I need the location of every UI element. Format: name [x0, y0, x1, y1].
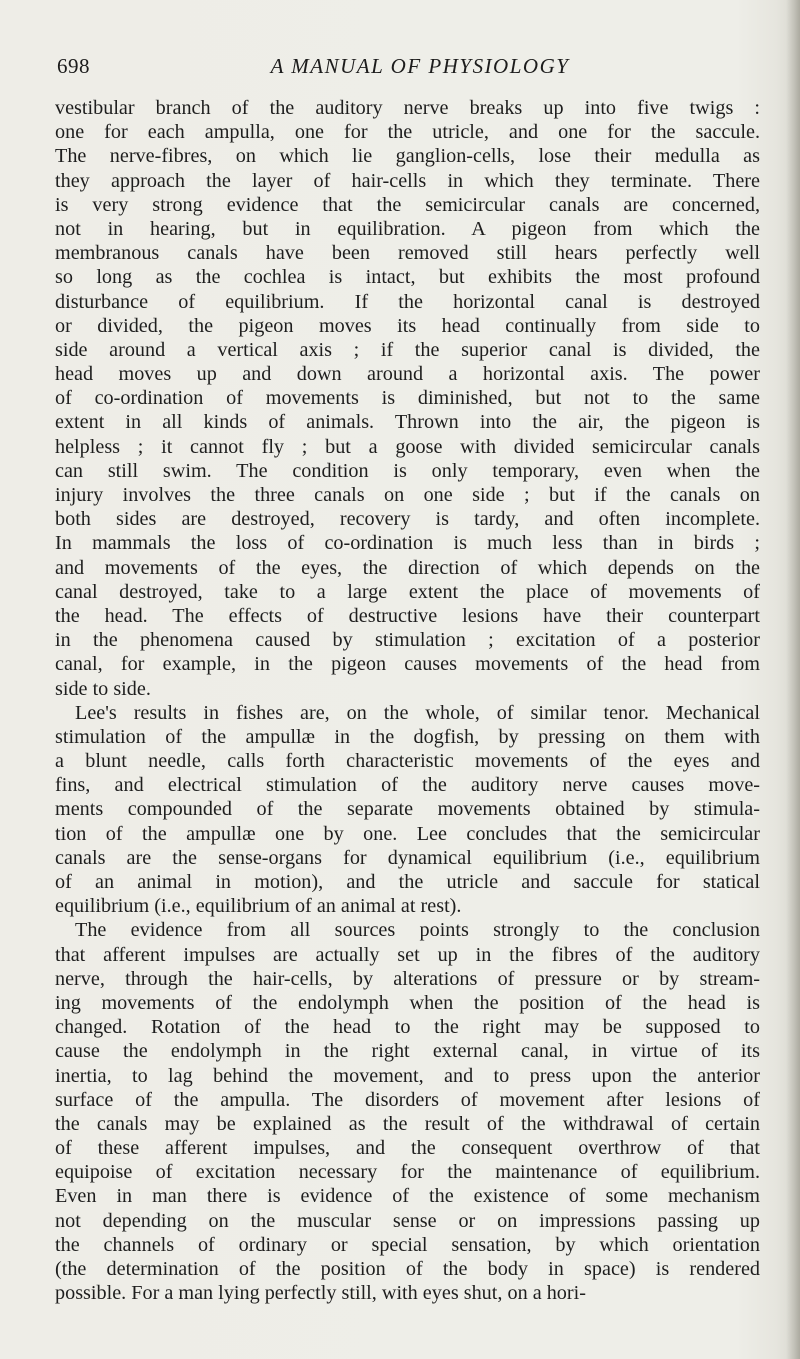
text-line: stimulation of the ampullæ in the dogfish, by pressing on them with	[55, 725, 760, 748]
running-head: A MANUAL OF PHYSIOLOGY	[270, 54, 570, 78]
text-line: (the determination of the position of the body in space) is rendered	[55, 1258, 760, 1280]
text-line: can still swim. The condition is only temporary, even when the	[55, 459, 760, 482]
text-line: is very strong evidence that the semicircular canals are concerned,	[55, 193, 760, 216]
text-line: The nerve-fibres, on which lie ganglion-cells, lose their medulla as	[55, 145, 760, 168]
text-line: injury involves the three canals on one side ; but if the canals on	[55, 484, 760, 506]
text-line: cause the endolymph in the right external canal, in virtue of its	[55, 1040, 760, 1063]
text-line: one for each ampulla, one for the utricle, and one for the saccule.	[55, 121, 760, 144]
text-line: not in hearing, but in equilibration. A pigeon from which the	[55, 217, 760, 240]
text-line: tion of the ampullæ one by one. Lee concludes that the semicircular	[55, 822, 760, 845]
text-line: changed. Rotation of the head to the right may be supposed to	[55, 1016, 760, 1039]
text-line: they approach the layer of hair-cells in which they terminate. There	[55, 169, 760, 192]
text-line: the channels of ordinary or special sensation, by which orientation	[55, 1233, 760, 1256]
text-line: both sides are destroyed, recovery is tardy, and often incomplete.	[55, 508, 760, 531]
text-line: surface of the ampulla. The disorders of movement after lesions of	[55, 1088, 760, 1111]
text-line: membranous canals have been removed still hears perfectly well	[55, 242, 760, 265]
text-line: in the phenomena caused by stimulation ; excitation of a posterior	[55, 629, 760, 652]
page-edge-shadow	[786, 0, 800, 1359]
text-line: the canals may be explained as the result of the withdrawal of certain	[55, 1112, 760, 1135]
text-line: of co-ordination of movements is diminished, but not to the same	[55, 387, 760, 410]
text-line: equilibrium (i.e., equilibrium of an animal at rest).	[55, 895, 462, 918]
paragraph	[55, 701, 760, 919]
text-line: a blunt needle, calls forth characteristic movements of the eyes and	[55, 750, 760, 773]
text-line: or divided, the pigeon moves its head continually from side to	[55, 314, 760, 337]
text-line: extent in all kinds of animals. Thrown into the air, the pigeon is	[55, 411, 760, 434]
text-line: the head. The effects of destructive lesions have their counterpart	[55, 604, 760, 627]
text-line: fins, and electrical stimulation of the auditory nerve causes move-	[55, 774, 760, 797]
text-line: that afferent impulses are actually set up in the fibres of the auditory	[55, 943, 760, 966]
text-line: vestibular branch of the auditory nerve breaks up into five twigs :	[55, 97, 760, 119]
text-line: possible. For a man lying perfectly still, with eyes shut, on a hori-	[55, 1282, 586, 1305]
text-line: equipoise of excitation necessary for the maintenance of equilibrium.	[55, 1161, 760, 1184]
text-line: of an animal in motion), and the utricle and saccule for statical	[55, 871, 760, 893]
text-line: canals are the sense-organs for dynamical equilibrium (i.e., equilibrium	[55, 846, 760, 869]
text-line: In mammals the loss of co-ordination is much less than in birds ;	[55, 532, 760, 555]
body-text	[55, 96, 760, 1305]
text-line: canal destroyed, take to a large extent the place of movements of	[55, 580, 760, 603]
text-line: side around a vertical axis ; if the superior canal is divided, the	[55, 338, 760, 361]
text-line: helpless ; it cannot fly ; but a goose with divided semicircular canals	[55, 435, 760, 458]
text-line: not depending on the muscular sense or on impressions passing up	[55, 1209, 760, 1232]
text-line: ments compounded of the separate movements obtained by stimula-	[55, 798, 760, 821]
page-number: 698	[57, 54, 90, 78]
text-line: inertia, to lag behind the movement, and to press upon the anterior	[55, 1064, 760, 1087]
text-line: of these afferent impulses, and the consequent overthrow of that	[55, 1137, 760, 1160]
text-line: so long as the cochlea is intact, but exhibits the most profound	[55, 266, 760, 289]
text-line: nerve, through the hair-cells, by alterations of pressure or by stream-	[55, 967, 760, 990]
text-line: canal, for example, in the pigeon causes movements of the head from	[55, 653, 760, 676]
paragraph	[55, 918, 760, 1305]
paragraph	[55, 96, 760, 701]
text-line: head moves up and down around a horizontal axis. The power	[55, 363, 760, 386]
text-line: disturbance of equilibrium. If the horizontal canal is destroyed	[55, 290, 760, 313]
text-line: Lee's results in fishes are, on the whole, of similar tenor. Mechanical	[75, 701, 760, 724]
text-line: side to side.	[55, 677, 151, 700]
text-line: The evidence from all sources points strongly to the conclusion	[75, 919, 760, 942]
text-line: Even in man there is evidence of the existence of some mechanism	[55, 1185, 760, 1208]
text-line: ing movements of the endolymph when the position of the head is	[55, 991, 760, 1014]
page-header	[55, 54, 755, 82]
text-line: and movements of the eyes, the direction of which depends on the	[55, 556, 760, 579]
